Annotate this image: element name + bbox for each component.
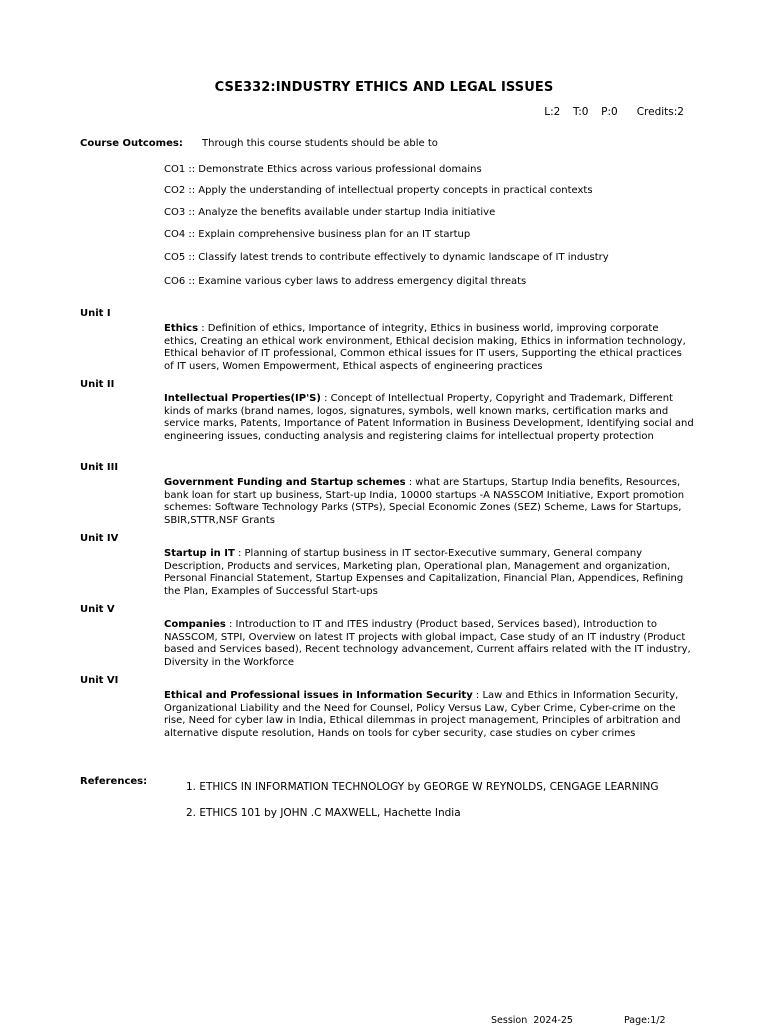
- unit-body: : Law and Ethics in Information Security, Organizational Liability and the Need for Counsel, Policy Versus Law, Cyber Crime, Cyber-crime on the rise, Need for cyber law in India, Ethical dilemmas in project management, Principles of arbitration and alternative dispute resolution, Hands on tools for cyber security, case studies on cyber crimes: [164, 690, 681, 739]
- unit-heading: Ethical and Professional issues in Information Security: [164, 690, 473, 701]
- unit-content: [164, 548, 694, 598]
- course-outcomes-label: Course Outcomes:: [80, 138, 183, 149]
- unit-heading: Companies: [164, 619, 226, 630]
- unit-body: : Concept of Intellectual Property, Copyright and Trademark, Different kinds of marks (brand names, logos, signatures, symbols, well known marks, certification marks and service marks, Patents, Importance of Patent Information in Business Development, Identifying social and engineering issues, conducting analysis and registering claims for intellectual property protection: [164, 393, 694, 442]
- references-label: References:: [80, 776, 148, 787]
- session-label: Session 2024-25: [491, 1015, 573, 1026]
- course-outcome-item: CO6 :: Examine various cyber laws to address emergency digital threats: [164, 276, 527, 287]
- ltp-credits: L:2 T:0 P:0 Credits:2: [544, 106, 684, 118]
- unit-heading: Intellectual Properties(IP'S): [164, 393, 321, 404]
- unit-body: : what are Startups, Startup India benefits, Resources, bank loan for start up business, Start-up India, 10000 startups -A NASSCOM Initiative, Export promotion schemes: Software Technology Parks (STPs), Special Economic Zones (SEZ) Scheme, Laws for Startups, SBIR,STTR,NSF Grants: [164, 477, 685, 526]
- unit-content: [164, 323, 694, 373]
- course-outcome-item: CO3 :: Analyze the benefits available under startup India initiative: [164, 207, 496, 218]
- reference-item: 1. ETHICS IN INFORMATION TECHNOLOGY by GEORGE W REYNOLDS, CENGAGE LEARNING: [186, 781, 659, 793]
- unit-heading: Startup in IT: [164, 548, 235, 559]
- unit-body: : Definition of ethics, Importance of integrity, Ethics in business world, improving corporate ethics, Creating an ethical work environment, Ethical decision making, Ethics in information technology, Ethical behavior of IT professional, Common ethical issues for IT users, Supporting the ethical practices of IT users, Women Empowerment, Ethical aspects of engineering practices: [164, 323, 686, 372]
- course-outcome-item: CO5 :: Classify latest trends to contribute effectively to dynamic landscape of IT industry: [164, 252, 609, 263]
- unit-label: Unit VI: [80, 675, 119, 686]
- course-outcome-item: CO1 :: Demonstrate Ethics across various professional domains: [164, 164, 482, 175]
- unit-content: [164, 393, 694, 443]
- unit-label: Unit III: [80, 462, 119, 473]
- unit-label: Unit II: [80, 379, 115, 390]
- unit-content: [164, 690, 694, 740]
- course-outcome-item: CO4 :: Explain comprehensive business plan for an IT startup: [164, 229, 471, 240]
- unit-content: [164, 477, 694, 527]
- unit-heading: Ethics: [164, 323, 199, 334]
- unit-label: Unit I: [80, 308, 111, 319]
- unit-body: : Introduction to IT and ITES industry (Product based, Services based), Introduction to NASSCOM, STPI, Overview on latest IT projects with global impact, Case study of an IT industry (Product based and Services based), Recent technology advancement, Current affairs related with the IT industry, Diversity in the Workforce: [164, 619, 691, 668]
- unit-body: : Planning of startup business in IT sector-Executive summary, General company Description, Products and services, Marketing plan, Operational plan, Management and organization, Personal Financial Statement, Startup Expenses and Capitalization, Financial Plan, Appendices, Refining the Plan, Examples of Successful Start-ups: [164, 548, 684, 597]
- unit-label: Unit IV: [80, 533, 119, 544]
- course-outcome-item: CO2 :: Apply the understanding of intellectual property concepts in practical contexts: [164, 185, 593, 196]
- reference-item: 2. ETHICS 101 by JOHN .C MAXWELL, Hachette India: [186, 807, 461, 819]
- unit-content: [164, 619, 694, 669]
- course-outcomes-intro: Through this course students should be able to: [202, 138, 438, 149]
- unit-heading: Government Funding and Startup schemes: [164, 477, 406, 488]
- page-number: Page:1/2: [624, 1015, 666, 1026]
- unit-label: Unit V: [80, 604, 115, 615]
- course-title: CSE332:INDUSTRY ETHICS AND LEGAL ISSUES: [214, 80, 554, 95]
